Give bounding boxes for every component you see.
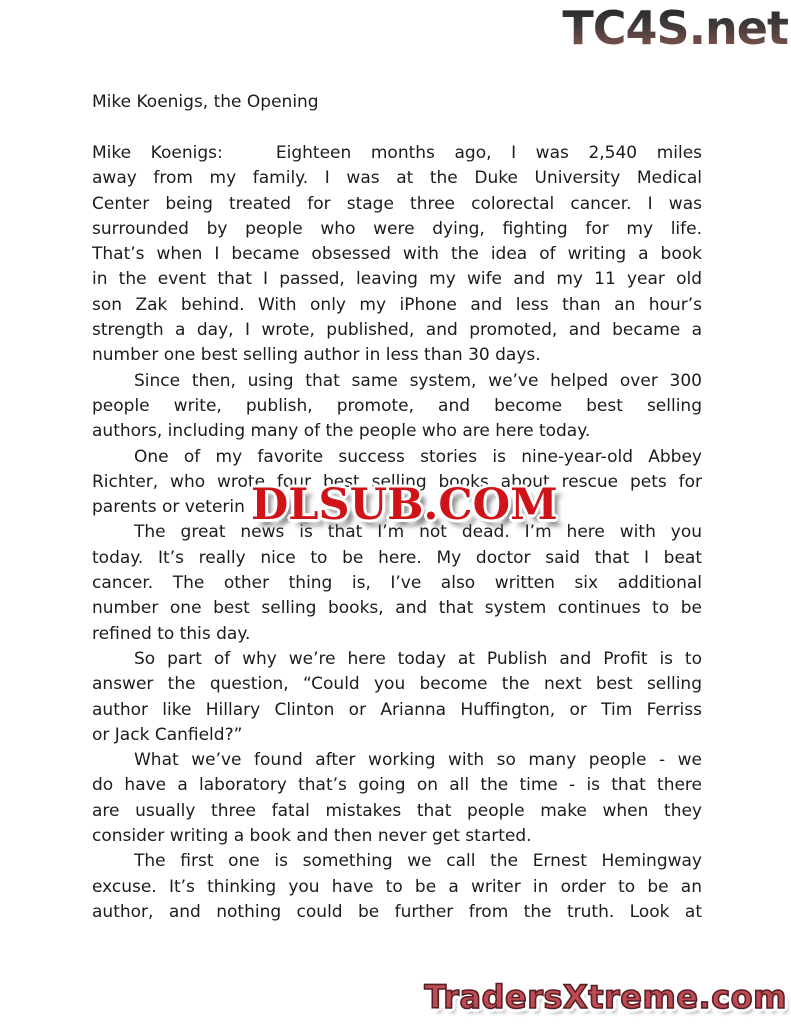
transcript-line: author, and nothing could be further from the truth. Look at [92, 901, 702, 922]
transcript [92, 141, 702, 925]
transcript-line: author like Hillary Clinton or Arianna Huffington, or Tim Ferriss [92, 699, 702, 720]
transcript-line: The great news is that I’m not dead. I’m here with you [134, 522, 702, 543]
transcript-line: Since then, using that same system, we’ve helped over 300 [134, 370, 702, 391]
transcript-line: number one best selling author in less than 30 days. [92, 345, 541, 366]
dlsub-watermark: DLSUB.COM [251, 480, 558, 530]
transcript-line: number one best selling books, and that system continues to be [92, 598, 702, 619]
speaker-label: Mike Koenigs: [92, 143, 223, 163]
transcript-line: away from my family. I was at the Duke University Medical [92, 168, 702, 189]
transcript-line: Richter, who wrote four best selling books about rescue pets for [92, 471, 702, 492]
transcript-line: excuse. It’s thinking you have to be a writer in order to be an [92, 876, 702, 897]
transcript-line: cancer. The other thing is, I’ve also written six additional [92, 573, 702, 594]
transcript-line: One of my favorite success stories is nine-year-old Abbey [134, 446, 702, 467]
transcript-line: refined to this day. [92, 623, 251, 644]
transcript-line [92, 141, 702, 166]
transcript-line: today. It’s really nice to be here. My doctor said that I beat [92, 547, 702, 568]
speech-text: Eighteen months ago, I was 2,540 miles [275, 143, 703, 163]
transcript-line: answer the question, “Could you become the next best selling [92, 674, 702, 695]
tc4s-watermark: TC4S.net [562, 1, 788, 55]
transcript-line: So part of why we’re here today at Publish and Profit is to [134, 648, 702, 669]
transcript-line: parents or veterin [92, 497, 245, 518]
transcript-line: strength a day, I wrote, published, and promoted, and became a [92, 320, 702, 341]
transcript-line: Center being treated for stage three colorectal cancer. I was [92, 193, 702, 214]
transcript-line: authors, including many of the people who are here today. [92, 421, 591, 442]
transcript-line: The first one is something we call the Ernest Hemingway [134, 851, 702, 872]
transcript-line: consider writing a book and then never get started. [92, 826, 532, 847]
transcript-line: do have a laboratory that’s going on all the time - is that there [92, 775, 702, 796]
tradersxtreme-watermark: TradersXtreme.com [424, 978, 787, 1016]
page-title: Mike Koenigs, the Opening [92, 92, 319, 112]
transcript-line: or Jack Canfield?” [92, 724, 243, 745]
transcript-line: in the event that I passed, leaving my wife and my 11 year old [92, 269, 702, 290]
transcript-line: That’s when I became obsessed with the idea of writing a book [92, 244, 702, 265]
transcript-line: surrounded by people who were dying, fighting for my life. [92, 218, 702, 239]
transcript-line: son Zak behind. With only my iPhone and less than an hour’s [92, 294, 702, 315]
transcript-line: What we’ve found after working with so many people - we [134, 750, 702, 771]
transcript-line: are usually three fatal mistakes that people make when they [92, 800, 702, 821]
transcript-line: people write, publish, promote, and become best selling [92, 395, 702, 416]
